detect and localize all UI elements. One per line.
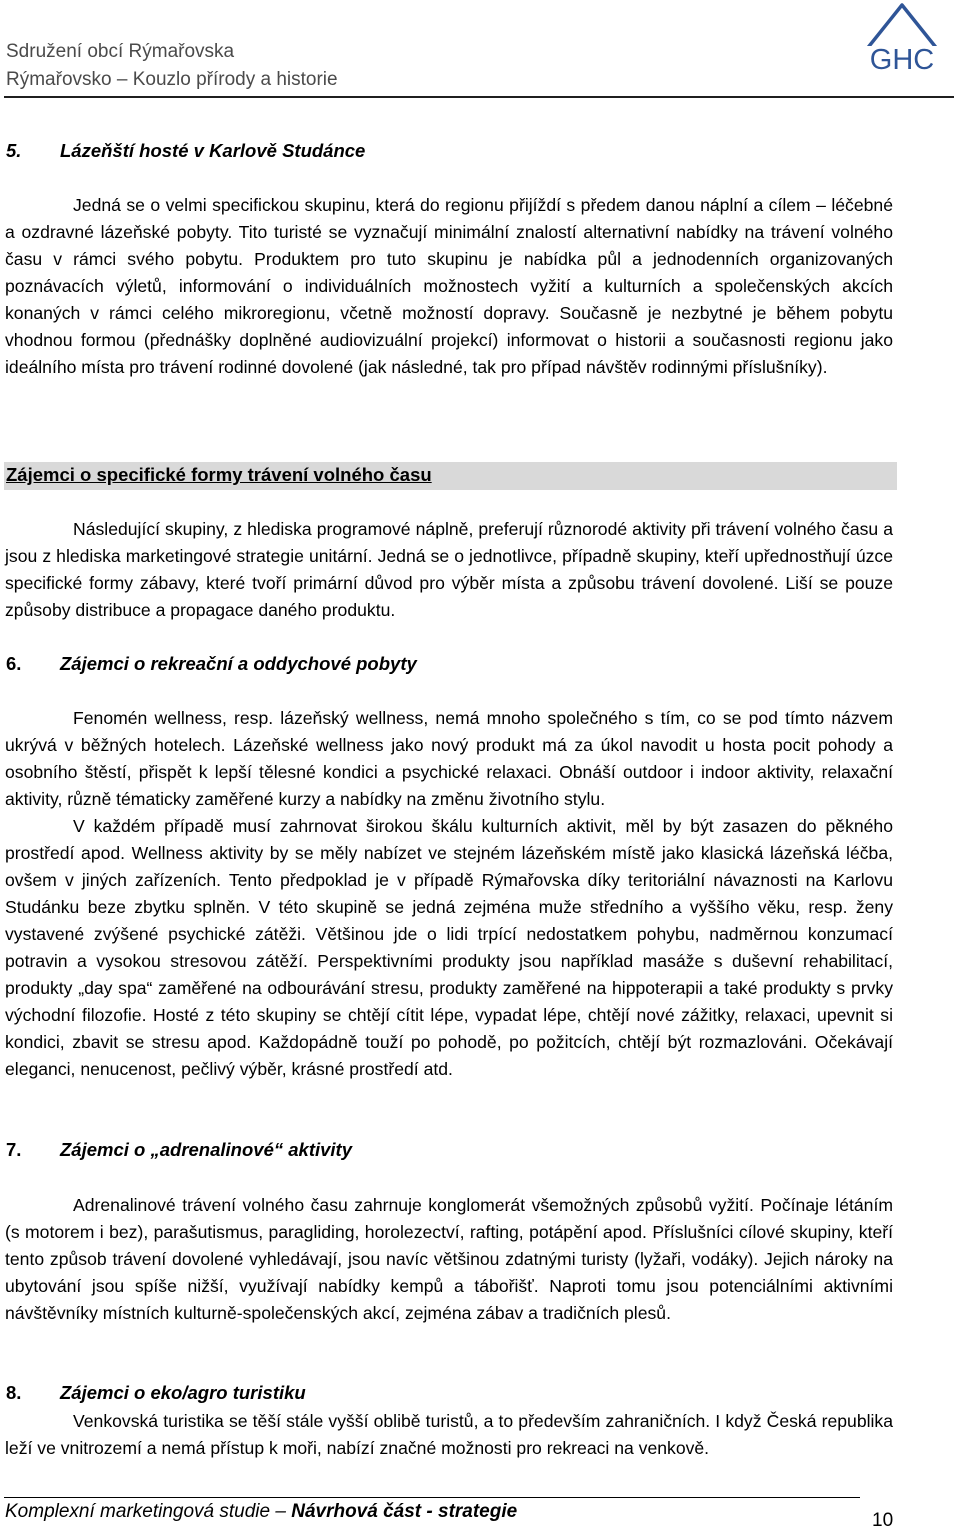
section-6-paragraph-1: Fenomén wellness, resp. lázeňský wellness, nemá mnoho společného s tím, co se pod tímto názvem ukrývá v běžných hotelech. Lázeňské wellness jako nový produkt má za úkol navodit u hosta pocit pohody a osobního štěstí, přispět k lepší tělesné kondici a psychické relaxaci. Obnáší outdoor i indoor aktivity, relaxační aktivity, různě tématicky zaměřené kurzy a nabídky na změnu životního stylu. [5,708,893,809]
section-7-title: Zájemci o „adrenalinové“ aktivity [60,1139,352,1160]
page-number: 10 [872,1510,894,1531]
header-organization: Sdružení obcí Rýmařovska [6,41,235,62]
specific-interests-heading [4,462,897,490]
footer-title [5,1501,517,1523]
section-5-heading [6,140,365,162]
section-6-heading [6,653,417,675]
section-6-title: Zájemci o rekreační a oddychové pobyty [60,653,417,674]
footer-title-italic: Komplexní marketingová studie – [5,1501,292,1522]
section-8-paragraph: Venkovská turistika se těší stále vyšší oblibě turistů, a to především zahraničních. I když Česká republika leží ve vnitrozemí a nemá přístup k moři, nabízí značné možnosti pro rekreaci na venkově. [5,1411,893,1458]
section-8-title: Zájemci o eko/agro turistiku [60,1382,306,1403]
section-7-heading [6,1139,352,1161]
section-8-number: 8. [6,1382,22,1403]
header-divider [4,96,954,98]
section-7-number: 7. [6,1139,22,1160]
footer-divider [4,1497,860,1498]
section-7-paragraph: Adrenalinové trávení volného času zahrnuje konglomerát všemožných způsobů vyžití. Počínaje létáním (s motorem i bez), parašutismus, paragliding, horolezectví, rafting, potápění apod. Příslušníci cílové skupiny, kteří tento způsob trávení dovolené vyhledávají, jsou navíc většinou zdatnými turisty (lyžaři, vodáky). Jejich nároky na ubytování jsou spíše nižší, využívají nabídky kempů a tábořišť. Naproti tomu jsou potenciálními aktivními návštěvníky místních kulturně-společenských akcí, zejména zábav a tradičních plesů. [5,1195,893,1323]
section-6-paragraph-2: V každém případě musí zahrnovat širokou škálu kulturních aktivit, měl by být zasazen do pěkného prostředí apod. Wellness aktivity by se měly nabízet ve stejném lázeňském místě jako klasická lázeňská léčba, ovšem v jiných zařízeních. Tento předpoklad je v případě Rýmařovska díky teritoriální návaznosti na Karlovu Studánku beze zbytku splněn. V této skupině se jedná zejména muže středního a vyššího věku, resp. ženy vystavené zvýšené psychické zátěži. Většinou jde o lidi trpící nedostatkem pohybu, nadměrnou konzumací potravin a vysokou stresovou zátěží. Perspektivními produkty jsou například masáže s duševní rehabilitací, produkty „day spa“ zaměřené na odbourávání stresu, produkty zaměřené na hippoterapii a také produkty s prvky východní filozofie. Hosté z této skupiny se chtějí cítit lépe, vypadat lépe, chtějí nové zážitky, relaxaci, upevnit si kondici, zbavit se stresu apod. Každopádně touží po pohodě, po požitcích, chtějí být rozmazlováni. Očekávají eleganci, nenucenost, pečlivý výběr, krásné prostředí atd. [5,816,893,1079]
section-5-number: 5. [6,140,22,161]
section-5-title: Lázeňští hosté v Karlově Studánce [60,140,366,161]
logo-text: GHC [869,44,935,76]
footer-title-bold: Návrhová část - strategie [291,1501,518,1522]
section-8-heading [6,1382,306,1404]
ghc-logo [848,2,956,82]
header-subtitle: Rýmařovsko – Kouzlo přírody a historie [6,69,338,90]
section-6-number: 6. [6,653,22,674]
specific-interests-heading-text: Zájemci o specifické formy trávení volného času [6,464,432,485]
intro-paragraph: Následující skupiny, z hlediska programové náplně, preferují různorodé aktivity při trávení volného času a jsou z hlediska marketingové strategie unitární. Jedná se o jednotlivce, případně skupiny, kteří upřednostňují úzce specifické formy zábavy, které tvoří primární důvod pro výběr místa a způsobu trávení dovolené. Liší se pouze způsoby distribuce a propagace daného produktu. [5,519,893,620]
section-5-paragraph: Jedná se o velmi specifickou skupinu, která do regionu přijíždí s předem danou náplní a cílem – léčebné a ozdravné lázeňské pobyty. Tito turisté se vyznačují minimální znalostí alternativní nabídky na trávení volného času v rámci svého pobytu. Produktem pro tuto skupinu je nabídka půl a jednodenních organizovaných poznávacích výletů, informování o individuálních možnostech vyžití a kulturních a společenských akcích konaných v rámci celého mikroregionu, včetně možností dopravy. Současně je nezbytné je během pobytu vhodnou formou (přednášky doplněné audiovizuální projekcí) informovat o historii a současnosti regionu jako ideálního místa pro trávení rodinné dovolené (jak následné, tak pro případ návštěv rodinnými příslušníky). [5,195,893,377]
